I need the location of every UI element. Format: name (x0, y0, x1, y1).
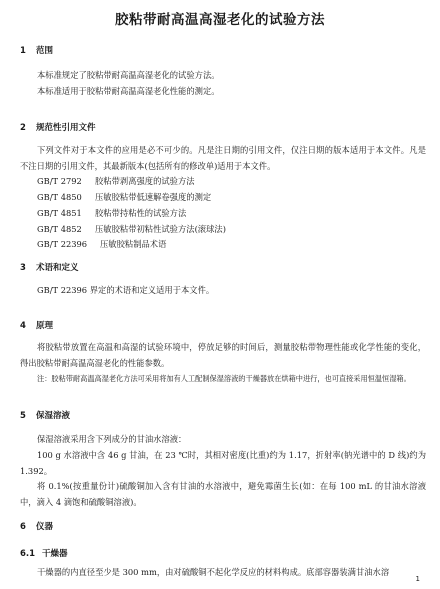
section-number: 3 (20, 263, 26, 273)
reference-code: GB/T 4852 (37, 224, 82, 234)
reference-item (37, 222, 226, 238)
reference-name: 胶粘带剥离强度的试验方法 (95, 176, 195, 186)
reference-name: 压敏胶粘制品术语 (100, 239, 167, 249)
section-4-note: 注：胶粘带耐高温高湿老化方法可采用将加有人工配制保湿溶液的干燥器放在烘箱中进行，也可直接采用恒温恒湿箱。 (37, 374, 411, 383)
reference-item (37, 237, 166, 253)
section-title: 干燥器 (42, 549, 68, 559)
reference-item (37, 190, 211, 206)
section-2-heading (20, 121, 96, 133)
reference-code: GB/T 4850 (37, 192, 82, 202)
document-title: 胶粘带耐高温高湿老化的试验方法 (115, 12, 325, 28)
section-title: 规范性引用文件 (36, 123, 96, 133)
section-number: 4 (20, 321, 26, 331)
section-number: 1 (20, 46, 26, 56)
reference-code: GB/T 22396 (37, 239, 88, 249)
reference-name: 胶粘带持粘性的试验方法 (95, 208, 187, 218)
section-number: 6.1 (20, 549, 36, 559)
section-2-intro: 下列文件对于本文件的应用是必不可少的。凡是注日期的引用文件，仅注日期的版本适用于本文件。凡是不注日期的引用文件，其最新版本(包括所有的修改单)适用于本文件。 (20, 145, 426, 171)
section-1-heading (20, 44, 53, 56)
section-title: 保湿溶液 (36, 411, 71, 421)
section-5-heading (20, 409, 70, 421)
reference-name: 压敏胶粘带初粘性试验方法(滚球法) (95, 224, 226, 234)
reference-item (37, 174, 195, 190)
section-1-line-2: 本标准适用于胶粘带耐高温高湿老化性能的测定。 (37, 86, 220, 96)
section-4-heading (20, 319, 53, 331)
reference-code: GB/T 2792 (37, 176, 82, 186)
section-6-heading (20, 520, 53, 532)
section-3-text: GB/T 22396 界定的术语和定义适用于本文件。 (37, 285, 215, 295)
page-number: 1 (415, 575, 420, 583)
section-title: 术语和定义 (36, 263, 79, 273)
section-number: 5 (20, 411, 26, 421)
section-title: 范围 (36, 46, 54, 56)
section-1-line-1: 本标准规定了胶粘带耐高温高湿老化的试验方法。 (37, 70, 220, 80)
section-title: 仪器 (36, 522, 54, 532)
section-5-paragraph-2: 将 0.1%(按重量份计)硫酸铜加入含有甘油的水溶液中，避免霉菌生长(如：在每 100 mL 的甘油水溶液中，滴入 4 滴饱和硫酸铜溶液)。 (20, 481, 426, 507)
reference-name: 压敏胶粘带低速解卷强度的测定 (95, 192, 212, 202)
section-6-1-heading (20, 547, 68, 559)
section-5-lead: 保湿溶液采用含下列成分的甘油水溶液： (37, 434, 187, 444)
section-6-1-text: 干燥器的内直径至少是 300 mm，由对硫酸铜不起化学反应的材料构成。底部容器装满甘油水溶 (37, 567, 390, 577)
section-4-text: 将胶粘带放置在高温和高湿的试验环境中，停放足够的时间后，测量胶粘带物理性能或化学性能的变化，得出胶粘带耐高温高湿老化的性能参数。 (20, 342, 426, 368)
reference-item (37, 206, 186, 222)
section-title: 原理 (36, 321, 54, 331)
section-number: 6 (20, 522, 26, 532)
section-5-paragraph-1: 100 g 水溶液中含 46 g 甘油，在 23 ℃时，其相对密度(比重)约为 1.17，折射率(钠光谱中的 D 线)约为 1.392。 (20, 450, 426, 476)
section-number: 2 (20, 123, 26, 133)
reference-code: GB/T 4851 (37, 208, 82, 218)
section-3-heading (20, 261, 79, 273)
